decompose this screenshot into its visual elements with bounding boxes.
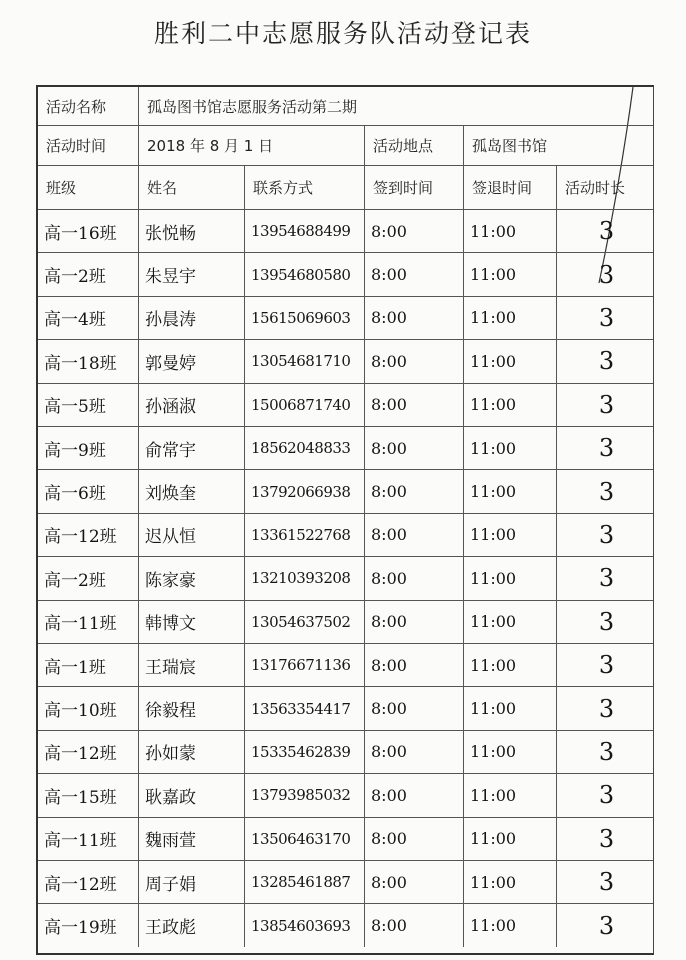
cell-sign-out: 11:00 <box>463 687 556 729</box>
cell-sign-out: 11:00 <box>463 427 556 469</box>
cell-sign-in: 8:00 <box>364 687 463 729</box>
activity-time-row <box>38 125 653 165</box>
cell-sign-in: 8:00 <box>364 904 463 946</box>
cell-sign-out: 11:00 <box>463 557 556 599</box>
activity-name-label: 活动名称 <box>46 97 107 116</box>
cell-phone: 15006871740 <box>244 384 364 426</box>
form-title: 胜利二中志愿服务队活动登记表 <box>153 19 532 48</box>
cell-sign-in: 8:00 <box>364 774 463 816</box>
cell-sign-in: 8:00 <box>364 427 463 469</box>
cell-sign-in: 8:00 <box>364 557 463 599</box>
cell-sign-in: 8:00 <box>364 818 463 860</box>
col-class: 班级 <box>46 179 77 197</box>
cell-name: 俞常宇 <box>138 427 244 469</box>
cell-sign-out: 11:00 <box>463 253 556 295</box>
cell-name: 韩博文 <box>138 601 244 643</box>
cell-sign-out: 11:00 <box>463 861 556 903</box>
column-header-row <box>38 165 653 209</box>
cell-sign-out: 11:00 <box>463 818 556 860</box>
cell-phone: 18562048833 <box>244 427 364 469</box>
cell-sign-in: 8:00 <box>364 253 463 295</box>
cell-duration: 3 <box>556 601 656 643</box>
cell-phone: 13954680580 <box>244 253 364 295</box>
cell-name: 周子娟 <box>138 861 244 903</box>
cell-sign-in: 8:00 <box>364 470 463 512</box>
cell-duration: 3 <box>556 470 656 512</box>
cell-sign-out: 11:00 <box>463 731 556 773</box>
cell-name: 郭曼婷 <box>138 340 244 382</box>
col-sign-out: 签退时间 <box>463 166 556 209</box>
table-row <box>38 773 653 816</box>
registration-table <box>36 85 654 955</box>
cell-class: 高一12班 <box>44 744 117 765</box>
activity-name-value: 孤岛图书馆志愿服务活动第二期 <box>138 87 656 125</box>
table-row <box>38 817 653 860</box>
table-row <box>38 686 653 729</box>
cell-phone: 13792066938 <box>244 470 364 512</box>
cell-sign-out: 11:00 <box>463 644 556 686</box>
cell-phone: 13563354417 <box>244 687 364 729</box>
cell-duration: 3 <box>556 384 656 426</box>
col-contact: 联系方式 <box>244 166 364 209</box>
cell-class: 高一19班 <box>44 918 117 939</box>
cell-name: 孙如蒙 <box>138 731 244 773</box>
cell-phone: 13210393208 <box>244 557 364 599</box>
cell-class: 高一10班 <box>44 701 117 722</box>
cell-duration: 3 <box>556 774 656 816</box>
cell-sign-out: 11:00 <box>463 297 556 339</box>
cell-duration: 3 <box>556 557 656 599</box>
cell-duration: 3 <box>556 818 656 860</box>
cell-class: 高一1班 <box>44 657 106 678</box>
cell-sign-out: 11:00 <box>463 384 556 426</box>
cell-name: 王瑞宸 <box>138 644 244 686</box>
cell-duration: 3 <box>556 340 656 382</box>
cell-class: 高一2班 <box>44 570 106 591</box>
cell-name: 孙晨涛 <box>138 297 244 339</box>
cell-name: 迟从恒 <box>138 514 244 556</box>
activity-time-value: 2018 年 8 月 1 日 <box>138 126 364 165</box>
cell-phone: 15335462839 <box>244 731 364 773</box>
cell-sign-in: 8:00 <box>364 514 463 556</box>
cell-sign-out: 11:00 <box>463 514 556 556</box>
activity-place-label: 活动地点 <box>364 126 463 165</box>
cell-duration: 3 <box>556 904 656 946</box>
cell-phone: 13361522768 <box>244 514 364 556</box>
cell-sign-in: 8:00 <box>364 297 463 339</box>
cell-phone: 13506463170 <box>244 818 364 860</box>
table-row <box>38 513 653 556</box>
cell-phone: 15615069603 <box>244 297 364 339</box>
table-row <box>38 426 653 469</box>
table-row <box>38 730 653 773</box>
cell-phone: 13793985032 <box>244 774 364 816</box>
col-name: 姓名 <box>138 166 244 209</box>
cell-name: 刘焕奎 <box>138 470 244 512</box>
cell-duration: 3 <box>556 253 656 295</box>
cell-phone: 13285461887 <box>244 861 364 903</box>
cell-duration: 3 <box>556 514 656 556</box>
table-row <box>38 469 653 512</box>
cell-sign-in: 8:00 <box>364 731 463 773</box>
cell-duration: 3 <box>556 427 656 469</box>
cell-sign-out: 11:00 <box>463 210 556 252</box>
cell-sign-out: 11:00 <box>463 470 556 512</box>
cell-duration: 3 <box>556 731 656 773</box>
cell-sign-in: 8:00 <box>364 384 463 426</box>
cell-class: 高一18班 <box>44 353 117 374</box>
table-row <box>38 600 653 643</box>
activity-place-value: 孤岛图书馆 <box>463 126 656 165</box>
cell-duration: 3 <box>556 210 656 252</box>
cell-phone: 13854603693 <box>244 904 364 946</box>
cell-sign-in: 8:00 <box>364 340 463 382</box>
table-row <box>38 339 653 382</box>
cell-class: 高一6班 <box>44 484 106 505</box>
table-row <box>38 252 653 295</box>
cell-class: 高一11班 <box>44 831 117 852</box>
cell-class: 高一15班 <box>44 787 117 808</box>
cell-class: 高一2班 <box>44 267 106 288</box>
cell-name: 王政彪 <box>138 904 244 946</box>
activity-name-row <box>38 87 653 125</box>
cell-duration: 3 <box>556 861 656 903</box>
table-row <box>38 209 653 252</box>
cell-name: 耿嘉政 <box>138 774 244 816</box>
cell-sign-in: 8:00 <box>364 601 463 643</box>
col-duration: 活动时长 <box>556 166 656 209</box>
cell-sign-in: 8:00 <box>364 644 463 686</box>
cell-sign-out: 11:00 <box>463 601 556 643</box>
table-row <box>38 643 653 686</box>
cell-name: 陈家豪 <box>138 557 244 599</box>
table-row <box>38 556 653 599</box>
cell-name: 张悦畅 <box>138 210 244 252</box>
cell-sign-out: 11:00 <box>463 904 556 946</box>
cell-duration: 3 <box>556 687 656 729</box>
cell-class: 高一12班 <box>44 874 117 895</box>
cell-class: 高一12班 <box>44 527 117 548</box>
cell-sign-out: 11:00 <box>463 774 556 816</box>
cell-name: 朱昱宇 <box>138 253 244 295</box>
cell-sign-in: 8:00 <box>364 861 463 903</box>
cell-name: 魏雨萱 <box>138 818 244 860</box>
cell-duration: 3 <box>556 297 656 339</box>
cell-name: 徐毅程 <box>138 687 244 729</box>
col-sign-in: 签到时间 <box>364 166 463 209</box>
cell-phone: 13054637502 <box>244 601 364 643</box>
table-row <box>38 903 653 946</box>
cell-class: 高一5班 <box>44 397 106 418</box>
cell-sign-out: 11:00 <box>463 340 556 382</box>
cell-phone: 13176671136 <box>244 644 364 686</box>
cell-name: 孙涵淑 <box>138 384 244 426</box>
table-row <box>38 296 653 339</box>
cell-class: 高一9班 <box>44 440 106 461</box>
cell-phone: 13954688499 <box>244 210 364 252</box>
cell-phone: 13054681710 <box>244 340 364 382</box>
cell-class: 高一11班 <box>44 614 117 635</box>
cell-duration: 3 <box>556 644 656 686</box>
table-row <box>38 383 653 426</box>
cell-sign-in: 8:00 <box>364 210 463 252</box>
activity-time-label: 活动时间 <box>46 137 107 155</box>
cell-class: 高一16班 <box>44 223 117 244</box>
table-row <box>38 860 653 903</box>
cell-class: 高一4班 <box>44 310 106 331</box>
